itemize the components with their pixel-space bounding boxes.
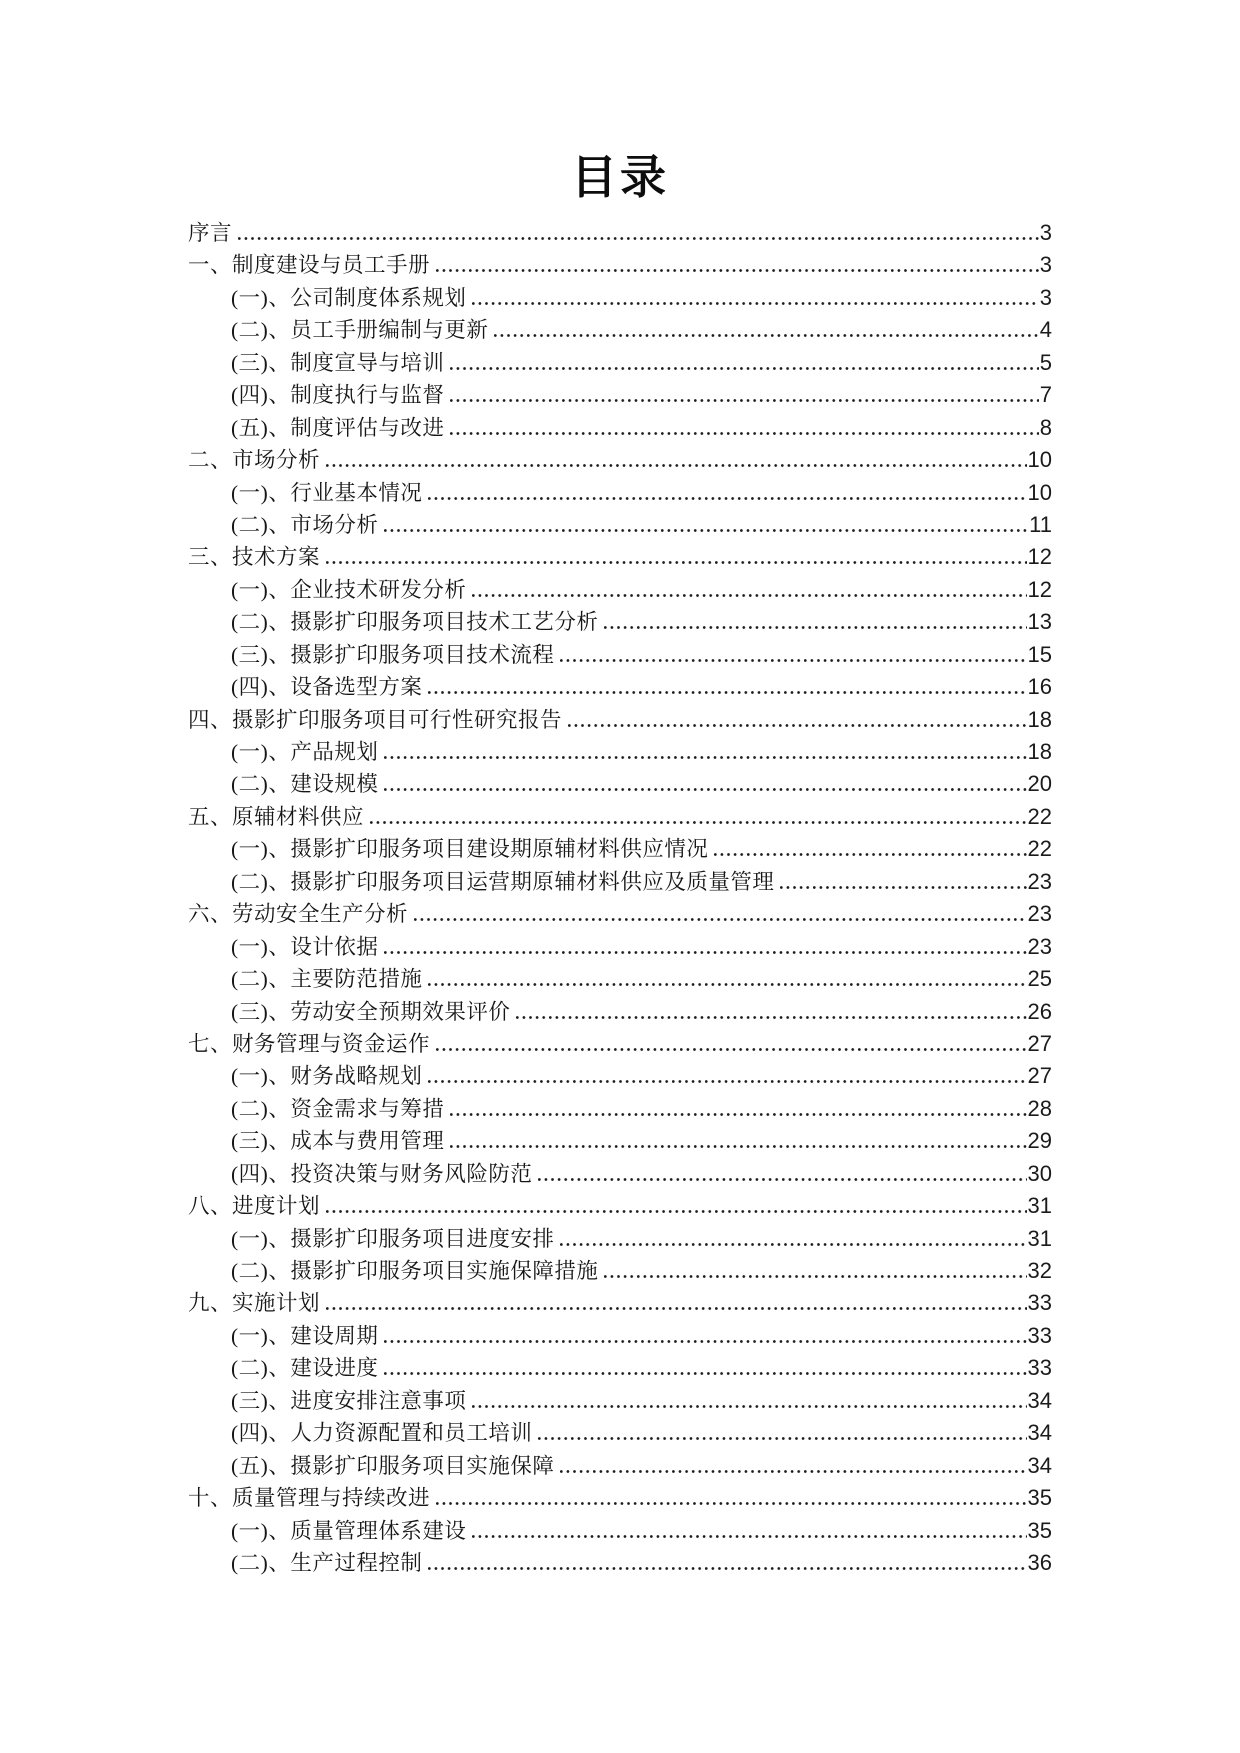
toc-entry-label: (一)、质量管理体系建设 <box>231 1518 467 1543</box>
toc-entry-label: (四)、人力资源配置和员工培训 <box>231 1421 533 1446</box>
toc-entry[interactable] <box>188 1028 1052 1060</box>
toc-entry-label: (三)、制度宣导与培训 <box>231 350 445 375</box>
toc-entry-label: 三、技术方案 <box>188 545 321 570</box>
toc-entry[interactable] <box>188 509 1052 541</box>
toc-entry-label: 一、制度建设与员工手册 <box>188 253 431 278</box>
toc-entry-label: (一)、企业技术研发分析 <box>231 577 467 602</box>
toc-entry-label: (二)、建设规模 <box>231 772 379 797</box>
toc-entry[interactable] <box>188 412 1052 444</box>
toc-entry-label: (一)、摄影扩印服务项目进度安排 <box>231 1226 555 1251</box>
toc-entry-page: 28 <box>1027 1095 1052 1121</box>
toc-entry-label: 八、进度计划 <box>188 1194 321 1219</box>
toc-leader-dots <box>560 659 1026 662</box>
toc-entry-label: (一)、设计依据 <box>231 934 379 959</box>
toc-leader-dots <box>370 821 1027 824</box>
toc-leader-dots <box>538 1178 1026 1181</box>
toc-leader-dots <box>238 237 1039 240</box>
toc-entry-page: 34 <box>1027 1420 1052 1446</box>
toc-entry-label: 九、实施计划 <box>188 1291 321 1316</box>
toc-entry-page: 35 <box>1027 1517 1052 1543</box>
toc-leader-dots <box>472 302 1038 305</box>
toc-entry-page: 36 <box>1027 1549 1052 1575</box>
toc-list <box>188 217 1052 1579</box>
toc-leader-dots <box>450 1145 1026 1148</box>
toc-entry-label: (三)、进度安排注意事项 <box>231 1388 467 1413</box>
toc-entry-label: 十、质量管理与持续改进 <box>188 1486 431 1511</box>
toc-entry[interactable] <box>188 801 1052 833</box>
toc-entry-page: 34 <box>1027 1452 1052 1478</box>
toc-leader-dots <box>472 1535 1026 1538</box>
toc-leader-dots <box>414 918 1027 921</box>
toc-leader-dots <box>326 464 1027 467</box>
toc-entry[interactable] <box>188 1417 1052 1449</box>
toc-entry-page: 34 <box>1027 1387 1052 1413</box>
toc-entry[interactable] <box>188 898 1052 930</box>
toc-entry-page: 33 <box>1027 1322 1052 1348</box>
toc-entry-label: (五)、摄影扩印服务项目实施保障 <box>231 1453 555 1478</box>
toc-entry-page: 26 <box>1027 998 1052 1024</box>
toc-entry-label: (四)、设备选型方案 <box>231 675 423 700</box>
toc-entry-label: (五)、制度评估与改进 <box>231 415 445 440</box>
toc-leader-dots <box>436 269 1039 272</box>
toc-leader-dots <box>560 1243 1026 1246</box>
toc-entry-page: 31 <box>1027 1193 1052 1219</box>
toc-entry-label: (一)、产品规划 <box>231 740 379 764</box>
toc-entry[interactable] <box>188 833 1052 865</box>
toc-entry-page: 10 <box>1027 479 1052 505</box>
toc-entry-page: 16 <box>1027 674 1052 700</box>
toc-entry-page: 23 <box>1027 901 1052 927</box>
toc-entry[interactable] <box>188 1060 1052 1092</box>
toc-entry-label: 四、摄影扩印服务项目可行性研究报告 <box>188 707 563 732</box>
toc-entry-page: 12 <box>1027 576 1052 602</box>
toc-entry-page: 4 <box>1039 317 1052 343</box>
toc-entry-label: (二)、摄影扩印服务项目运营期原辅材料供应及质量管理 <box>231 869 775 894</box>
toc-entry[interactable] <box>188 1482 1052 1514</box>
toc-leader-dots <box>516 1016 1026 1019</box>
toc-entry-page: 18 <box>1027 706 1052 732</box>
toc-leader-dots <box>450 432 1038 435</box>
toc-entry[interactable] <box>188 1320 1052 1352</box>
toc-entry-label: (二)、资金需求与筹措 <box>231 1096 445 1121</box>
toc-leader-dots <box>472 594 1026 597</box>
toc-leader-dots <box>450 399 1038 402</box>
toc-leader-dots <box>428 1080 1026 1083</box>
toc-entry-page: 8 <box>1039 414 1052 440</box>
toc-entry-page: 27 <box>1027 1030 1052 1056</box>
toc-entry[interactable] <box>188 704 1052 736</box>
toc-entry-page: 27 <box>1027 1063 1052 1089</box>
toc-entry-label: (一)、公司制度体系规划 <box>231 285 467 310</box>
toc-title: 目录 <box>571 152 669 203</box>
toc-entry[interactable] <box>188 314 1052 346</box>
toc-entry-page: 30 <box>1027 1160 1052 1186</box>
toc-leader-dots <box>436 1048 1027 1051</box>
toc-leader-dots <box>780 886 1026 889</box>
toc-entry-label: (一)、财务战略规划 <box>231 1064 423 1089</box>
toc-entry-label: 序言 <box>188 221 233 245</box>
toc-entry[interactable] <box>188 444 1052 476</box>
toc-entry-page: 5 <box>1039 349 1052 375</box>
toc-entry[interactable] <box>188 1287 1052 1319</box>
toc-entry[interactable] <box>188 963 1052 995</box>
toc-entry[interactable] <box>188 1125 1052 1157</box>
toc-entry-page: 33 <box>1027 1355 1052 1381</box>
toc-leader-dots <box>384 1372 1026 1375</box>
toc-entry-page: 35 <box>1027 1485 1052 1511</box>
toc-entry[interactable] <box>188 736 1052 768</box>
toc-entry[interactable] <box>188 866 1052 898</box>
toc-entry-page: 18 <box>1027 739 1052 764</box>
toc-entry-label: (一)、行业基本情况 <box>231 480 423 505</box>
toc-entry-page: 7 <box>1039 382 1052 408</box>
toc-entry[interactable] <box>188 1547 1052 1579</box>
toc-leader-dots <box>326 561 1027 564</box>
toc-leader-dots <box>326 1210 1027 1213</box>
toc-entry-label: (一)、摄影扩印服务项目建设期原辅材料供应情况 <box>231 837 709 862</box>
toc-leader-dots <box>384 951 1026 954</box>
toc-leader-dots <box>494 334 1038 337</box>
toc-entry-label: (二)、摄影扩印服务项目实施保障措施 <box>231 1259 599 1283</box>
toc-entry[interactable] <box>188 282 1052 314</box>
toc-entry-page: 31 <box>1027 1225 1052 1251</box>
toc-entry-label: 六、劳动安全生产分析 <box>188 902 409 927</box>
toc-leader-dots <box>560 1470 1026 1473</box>
toc-entry-label: (二)、生产过程控制 <box>231 1550 423 1575</box>
toc-entry-label: (三)、摄影扩印服务项目技术流程 <box>231 642 555 667</box>
toc-leader-dots <box>436 1502 1027 1505</box>
toc-leader-dots <box>326 1307 1027 1310</box>
toc-entry-page: 23 <box>1027 868 1052 894</box>
toc-entry[interactable] <box>188 1450 1052 1482</box>
toc-entry-page: 11 <box>1029 511 1052 537</box>
toc-leader-dots <box>604 626 1026 629</box>
toc-entry[interactable] <box>188 768 1052 800</box>
toc-entry-page: 32 <box>1027 1258 1052 1283</box>
toc-entry-page: 22 <box>1027 836 1052 862</box>
toc-entry-label: (二)、员工手册编制与更新 <box>231 318 489 343</box>
toc-entry[interactable] <box>188 249 1052 281</box>
toc-entry-label: (二)、主要防范措施 <box>231 967 423 992</box>
toc-entry-page: 15 <box>1027 641 1052 667</box>
toc-entry-page: 29 <box>1027 1128 1052 1154</box>
toc-entry-label: (二)、摄影扩印服务项目技术工艺分析 <box>231 610 599 635</box>
toc-entry[interactable] <box>188 671 1052 703</box>
toc-leader-dots <box>384 1340 1026 1343</box>
toc-entry[interactable] <box>188 1223 1052 1255</box>
toc-leader-dots <box>384 788 1026 791</box>
toc-entry-page: 33 <box>1027 1290 1052 1316</box>
toc-entry[interactable] <box>188 996 1052 1028</box>
toc-entry-label: (四)、制度执行与监督 <box>231 383 445 408</box>
toc-entry[interactable] <box>188 1385 1052 1417</box>
toc-leader-dots <box>714 853 1026 856</box>
toc-entry[interactable] <box>188 541 1052 573</box>
toc-entry-page: 12 <box>1027 544 1052 570</box>
toc-entry[interactable] <box>188 1093 1052 1125</box>
toc-entry-page: 10 <box>1027 447 1052 473</box>
toc-entry-page: 20 <box>1027 771 1052 797</box>
toc-entry-page: 3 <box>1039 252 1052 278</box>
toc-leader-dots <box>450 1113 1026 1116</box>
toc-leader-dots <box>428 1567 1026 1570</box>
toc-entry-label: (二)、建设进度 <box>231 1356 379 1381</box>
toc-entry-label: (三)、成本与费用管理 <box>231 1129 445 1154</box>
toc-entry-label: (三)、劳动安全预期效果评价 <box>231 999 511 1024</box>
toc-entry[interactable] <box>188 1190 1052 1222</box>
toc-leader-dots <box>450 367 1038 370</box>
toc-entry[interactable] <box>188 639 1052 671</box>
toc-entry[interactable] <box>188 1158 1052 1190</box>
toc-entry[interactable] <box>188 1352 1052 1384</box>
toc-entry-page: 13 <box>1027 609 1052 635</box>
toc-leader-dots <box>472 1405 1026 1408</box>
toc-leader-dots <box>538 1437 1026 1440</box>
toc-entry[interactable] <box>188 217 1052 249</box>
toc-entry-page: 22 <box>1027 803 1052 829</box>
toc-leader-dots <box>604 1275 1026 1278</box>
toc-entry[interactable] <box>188 606 1052 638</box>
toc-entry-label: (四)、投资决策与财务风险防范 <box>231 1161 533 1186</box>
toc-entry[interactable] <box>188 931 1052 963</box>
toc-entry-label: 五、原辅材料供应 <box>188 804 365 829</box>
toc-entry[interactable] <box>188 347 1052 379</box>
toc-entry-label: (二)、市场分析 <box>231 512 379 537</box>
toc-entry-page: 25 <box>1027 966 1052 992</box>
toc-entry-page: 23 <box>1027 933 1052 959</box>
toc-leader-dots <box>384 529 1028 532</box>
toc-entry-label: 七、财务管理与资金运作 <box>188 1031 431 1056</box>
toc-entry[interactable] <box>188 1255 1052 1287</box>
toc-leader-dots <box>428 497 1026 500</box>
toc-leader-dots <box>568 724 1027 727</box>
toc-leader-dots <box>384 756 1026 759</box>
toc-entry[interactable] <box>188 574 1052 606</box>
toc-entry[interactable] <box>188 1515 1052 1547</box>
toc-entry-label: 二、市场分析 <box>188 448 321 473</box>
toc-entry-page: 3 <box>1039 284 1052 310</box>
toc-entry-label: (一)、建设周期 <box>231 1323 379 1348</box>
toc-leader-dots <box>428 691 1026 694</box>
toc-entry[interactable] <box>188 477 1052 509</box>
toc-entry-page: 3 <box>1039 220 1052 245</box>
toc-entry[interactable] <box>188 379 1052 411</box>
toc-leader-dots <box>428 983 1026 986</box>
